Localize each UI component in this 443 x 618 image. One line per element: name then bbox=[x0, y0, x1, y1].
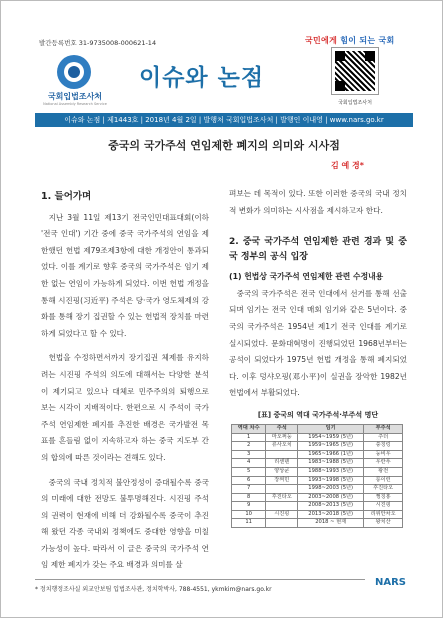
table-cell: 룽이런 bbox=[364, 476, 403, 485]
table-cell: 쑹칭링 bbox=[364, 442, 403, 451]
table-cell bbox=[266, 502, 298, 511]
table-row bbox=[232, 433, 403, 442]
table-cell: 6 bbox=[232, 476, 266, 485]
table-cell: 1965~1966 (1년) bbox=[298, 450, 364, 459]
table-header-cell: 부주석 bbox=[364, 424, 403, 433]
table-header-row bbox=[232, 424, 403, 433]
table-cell bbox=[266, 485, 298, 494]
table-cell: 1959~1965 (5년) bbox=[298, 442, 364, 451]
table-cell: 주더 bbox=[364, 433, 403, 442]
table-cell: 1 bbox=[232, 433, 266, 442]
qr-caption: 국회입법조사처 bbox=[338, 100, 372, 106]
table-cell: 시진핑 bbox=[364, 502, 403, 511]
table-row bbox=[232, 493, 403, 502]
table-title: [표] 중국의 역대 국가주석·부주석 명단 bbox=[257, 410, 379, 419]
nars-footer-logo: NARS bbox=[375, 577, 407, 588]
table-header-cell: 주석 bbox=[266, 424, 298, 433]
slogan-text: 힘이 되는 국회 bbox=[337, 36, 395, 45]
table-cell: 2018 ~ 현재 bbox=[298, 519, 364, 528]
table-cell: 1983~1988 (5년) bbox=[298, 459, 364, 468]
table-cell: 후진타오 bbox=[266, 493, 298, 502]
table-cell bbox=[266, 450, 298, 459]
table-cell: 2003~2008 (5년) bbox=[298, 493, 364, 502]
table-row bbox=[232, 476, 403, 485]
nars-logo bbox=[39, 53, 111, 107]
paragraph: 펴보는 데 목적이 있다. 또한 이러한 중국의 국내 정치적 변화가 의미하는 시사점을 제시하고자 한다. bbox=[229, 189, 407, 215]
table-cell: 2 bbox=[232, 442, 266, 451]
table-cell: 리위안차오 bbox=[364, 510, 403, 519]
table-cell: 1998~2003 (5년) bbox=[298, 485, 364, 494]
table-cell: 왕치산 bbox=[364, 519, 403, 528]
table-cell: 마오쩌둥 bbox=[266, 433, 298, 442]
table-cell: 11 bbox=[232, 519, 266, 528]
logo-subtitle: National Assembly Research Service bbox=[43, 102, 107, 106]
document-title: 중국의 국가주석 연임제한 폐지의 의미와 시사점 bbox=[108, 139, 340, 152]
table-row bbox=[232, 442, 403, 451]
qr-code-icon[interactable] bbox=[331, 47, 379, 95]
table-body bbox=[232, 433, 403, 528]
table-cell: 4 bbox=[232, 459, 266, 468]
table-cell: 류사오치 bbox=[266, 442, 298, 451]
table-cell: 양상쿤 bbox=[266, 467, 298, 476]
table-header-cell: 역대 차수 bbox=[232, 424, 266, 433]
table-cell: 1954~1959 (5년) bbox=[298, 433, 364, 442]
subsection-heading: (1) 헌법상 국가주석 연임제한 관련 수정내용 bbox=[229, 272, 384, 282]
table-cell: 8 bbox=[232, 493, 266, 502]
table-cell: 후진타오 bbox=[364, 485, 403, 494]
table-cell: 장쩌민 bbox=[266, 476, 298, 485]
table-row bbox=[232, 450, 403, 459]
publication-title: 이슈와 논점 bbox=[139, 65, 265, 91]
table-row bbox=[232, 502, 403, 511]
right-column bbox=[229, 186, 407, 528]
issue-info-bar: 이슈와 논점 | 제1443호 | 2018년 4월 2일 | 발행처 국회입법조사처 | 발행인 이내영 | www.nars.go.kr bbox=[35, 113, 413, 127]
left-column bbox=[41, 186, 209, 574]
table-cell: 리셴녠 bbox=[266, 459, 298, 468]
table-cell: 9 bbox=[232, 502, 266, 511]
slogan bbox=[305, 35, 395, 46]
table-row bbox=[232, 519, 403, 528]
publication-number: 발간등록번호 31-9735008-000621-14 bbox=[39, 39, 157, 47]
nars-emblem-icon bbox=[57, 55, 91, 89]
table-header-cell: 임기 bbox=[298, 424, 364, 433]
footer-divider bbox=[35, 579, 365, 580]
table-cell: 둥비우 bbox=[364, 450, 403, 459]
table-cell: 10 bbox=[232, 510, 266, 519]
table-cell: 2008~2013 (5년) bbox=[298, 502, 364, 511]
paragraph: 중국의 국내 정치적 불안정성이 증대될수록 중국의 미래에 대한 전망도 불투명해진다. 시진핑 주석의 권력이 현재에 비해 더 강화될수록 중국이 추진해 왔던 각종 국내외 정책에도 중대한 영향을 미칠 가능성이 높다. 따라서 이 글은 중국의 국가주석 연임 제한 폐지가 갖는 주요 배경과 의미를 살 bbox=[41, 477, 209, 570]
table-cell bbox=[266, 519, 298, 528]
paragraph: 중국의 국가주석은 전국 인대에서 선거를 통해 선출되며 임기는 전국 인대 매회 임기와 같은 5년이다. 중국의 국가주석은 1954년 제1기 전국 인대를 계기로 실시되었다. 문화대혁명이 진행되었던 1968년부터는 공석이 되었다가 1975년 헌법 개정을 통해 폐지되었다. 이후 덩샤오핑(邓小平)이 실권을 장악한 1982년 헌법에서 부활되었다. bbox=[229, 288, 407, 398]
presidents-table bbox=[231, 424, 403, 528]
table-row bbox=[232, 485, 403, 494]
table-cell: 우란푸 bbox=[364, 459, 403, 468]
table-cell: 5 bbox=[232, 467, 266, 476]
table-cell: 왕전 bbox=[364, 467, 403, 476]
section-heading-background: 2. 중국 국가주석 연임제한 관련 경과 및 중국 정부의 공식 입장 bbox=[229, 237, 407, 263]
table-row bbox=[232, 459, 403, 468]
footnote: * 정치행정조사실 외교안보팀 입법조사관, 정치학박사, 788-4551, ykmkim@nars.go.kr bbox=[35, 586, 272, 593]
table-cell: 시진핑 bbox=[266, 510, 298, 519]
paragraph: 지난 3월 11일 제13기 전국인민대표대회(이하 '전국 인대') 기간 중에 중국 국가주석의 연임을 제한했던 헌법 제79조제3항에 대한 개정안이 통과되었다. 이를 계기로 향후 중국의 국가주석은 임기 제한 없는 연임이 가능하게 되었다. 이번 헌법 개정을 통해 시진핑(习近平) 주석은 당·국가 영도체제의 강화를 통해 장기 집권할 수 있는 헌법적 장치를 마련하게 되었다고 할 수 있다. bbox=[41, 212, 209, 338]
table-cell: 2013~2018 (5년) bbox=[298, 510, 364, 519]
table-cell: 7 bbox=[232, 485, 266, 494]
table-cell: 1988~1993 (5년) bbox=[298, 467, 364, 476]
table-cell: 3 bbox=[232, 450, 266, 459]
table-row bbox=[232, 510, 403, 519]
paragraph: 헌법을 수정하면서까지 장기집권 체제를 유지하려는 시진핑 주석의 의도에 대해서는 다양한 분석이 제기되고 있으나 대체로 민주주의의 퇴행으로 보는 시각이 지배적이다. 한편으로 시 주석이 국가주석 연임제한 폐지를 추진한 배경은 국가발전 목표를 흔들림 없이 지속하고자 하는 중국 지도부 간의 합의에 따른 것이라는 견해도 있다. bbox=[41, 353, 209, 462]
table-cell: 1993~1998 (5년) bbox=[298, 476, 364, 485]
section-heading-intro: 1. 들어가며 bbox=[41, 191, 92, 202]
author: 김 예 경* bbox=[331, 161, 364, 170]
slogan-highlight: 국민에게 bbox=[305, 36, 338, 45]
masthead bbox=[35, 47, 413, 113]
table-cell: 쩡칭훙 bbox=[364, 493, 403, 502]
logo-name: 국회입법조사처 bbox=[47, 92, 103, 101]
table-row bbox=[232, 467, 403, 476]
